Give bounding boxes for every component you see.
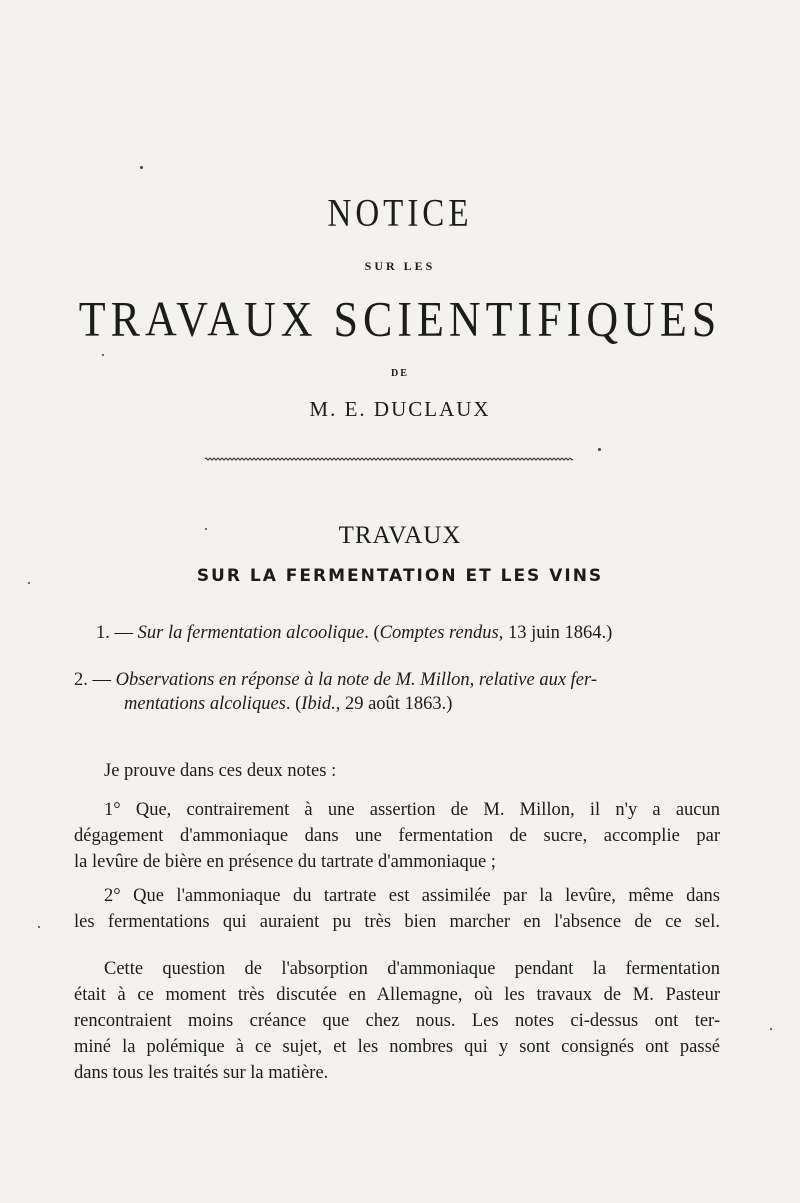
paragraph-1-line: la levûre de bière en présence du tartrate d'ammoniaque ; [74,852,496,872]
print-speck [38,926,40,928]
paragraph-3-line: était à ce moment très discutée en Allemagne, où les travaux de M. Pasteur [74,985,720,1005]
ref-number: 2. [74,670,88,690]
ref-number: 1. [96,623,110,643]
reference-1: 1. — Sur la fermentation alcoolique. (Comptes rendus, 13 juin 1864.) [96,623,613,643]
paragraph-2-line: les fermentations qui auraient pu très bien marcher en l'absence de ce sel. [74,912,720,932]
print-speck [205,528,207,530]
wavy-divider [205,457,573,461]
paragraph-3-line: dans tous les traités sur la matière. [74,1063,329,1083]
main-title: TRAVAUX SCIENTIFIQUES [78,292,722,347]
paragraph-1-line: dégagement d'ammoniaque dans une fermentation de sucre, accomplie par [74,826,720,846]
print-speck [770,1028,772,1030]
ref-title: Observations en réponse à la note de M. Millon, relative aux fer- [115,670,598,690]
paragraph-2-line: 2° Que l'ammoniaque du tartrate est assimilée par la levûre, même dans [104,886,720,906]
section-heading: TRAVAUX [338,522,462,549]
print-speck [102,354,104,356]
author-name: M. E. DUCLAUX [309,397,491,421]
print-speck [598,448,601,451]
paragraph-3-line: Cette question de l'absorption d'ammoniaque pendant la fermentation [104,959,720,979]
paragraph-3-line: miné la polémique à ce sujet, et les nombres qui y sont consignés ont passé [74,1037,720,1057]
ref-date: , 29 août 1863.) [335,694,453,714]
paragraph-1-line: 1° Que, contrairement à une assertion de M. Millon, il n'y a aucun [104,800,720,820]
de-label: DE [391,368,409,379]
ref-source: Comptes rendus [379,623,499,643]
ref-date: , 13 juin 1864.) [498,623,613,643]
print-speck [140,166,143,169]
ref-title: Sur la fermentation alcoolique [137,623,365,643]
reference-2: 2. — Observations en réponse à la note de M. Millon, relative aux fer- [74,670,598,690]
paragraph-3-line: rencontraient moins créance que chez nous. Les notes ci-dessus ont ter- [74,1011,720,1031]
reference-2-cont: mentations alcoliques. (Ibid., 29 août 1863.) [124,694,453,714]
print-speck [28,582,30,584]
notice-title: NOTICE [327,192,473,236]
sur-les-label: SUR LES [364,259,436,273]
section-subheading: SUR LA FERMENTATION ET LES VINS [196,566,604,586]
intro-line: Je prouve dans ces deux notes : [104,761,337,781]
ref-title-cont: mentations alcoliques [124,694,286,714]
ref-source: Ibid. [301,694,336,714]
